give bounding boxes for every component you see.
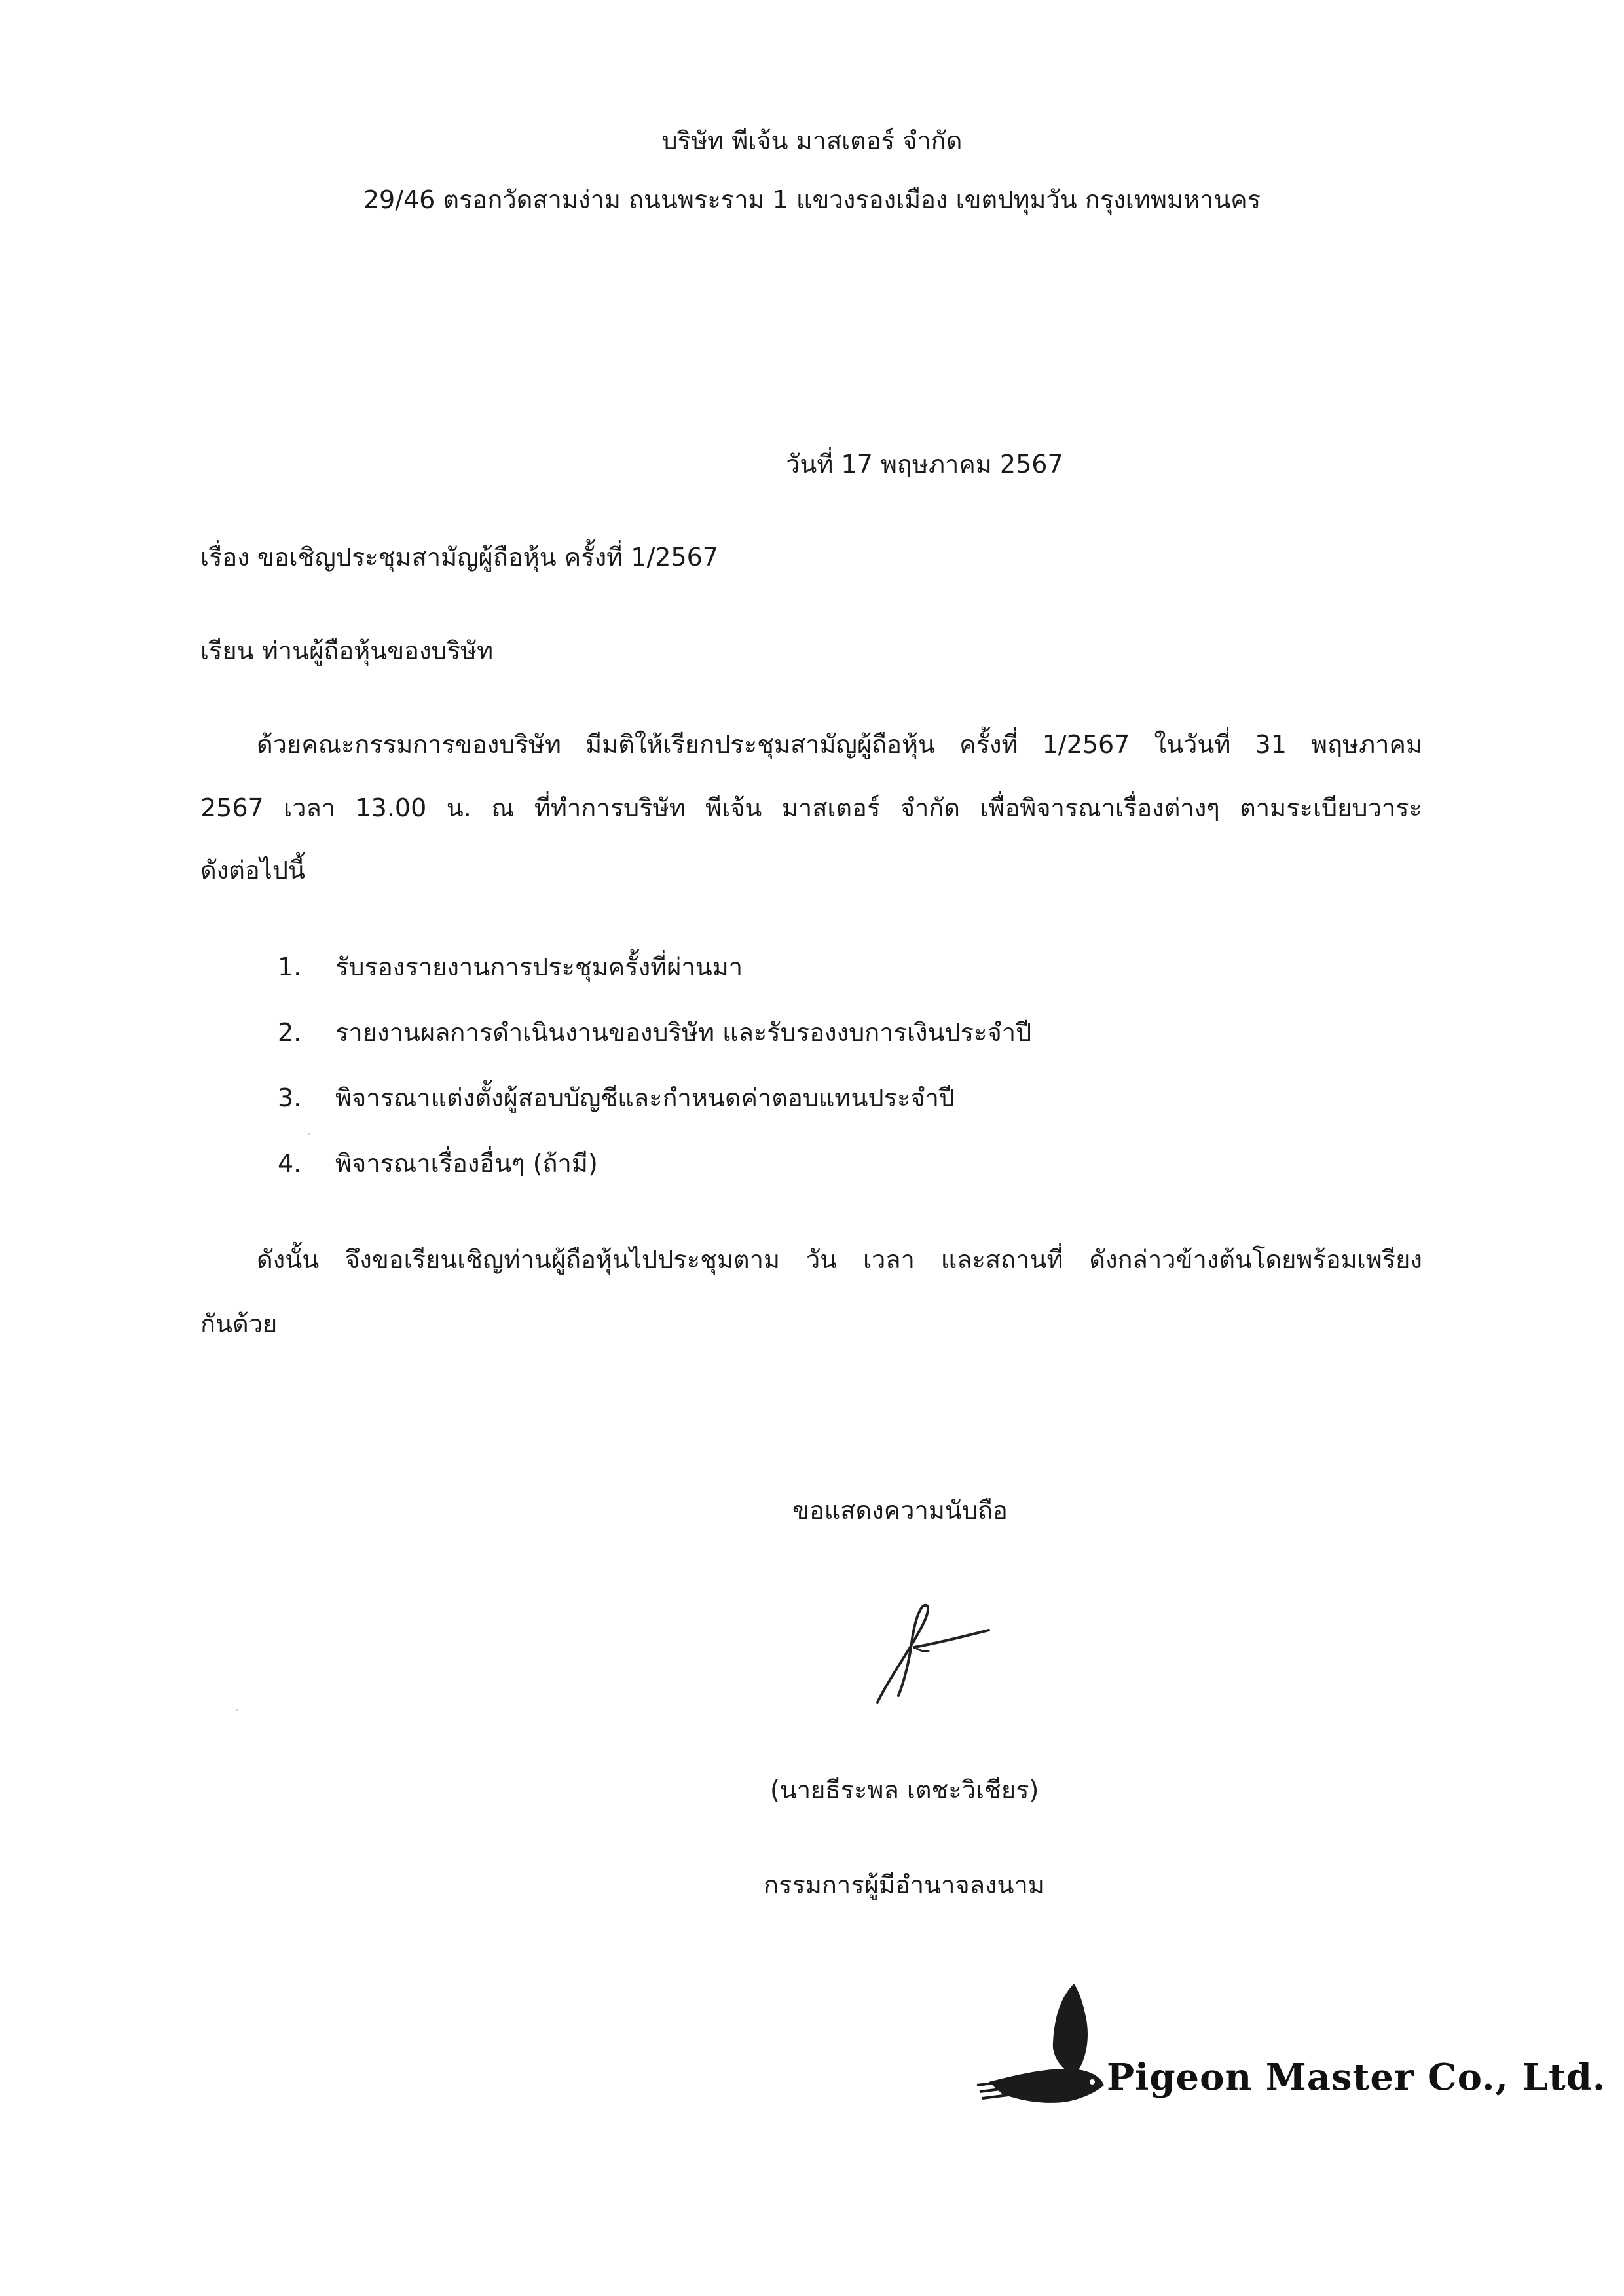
agenda-item-number: 2.	[278, 1018, 302, 1047]
agenda-item-number: 3.	[278, 1084, 302, 1112]
closing-line-1: ดังนั้น จึงขอเรียนเชิญท่านผู้ถือหุ้นไปประชุมตาม วัน เวลา และสถานที่ ดังกล่าวข้างต้นโดยพร้อมเพรียง	[257, 1245, 1422, 1274]
letter-salutation: เรียน ท่านผู้ถือหุ้นของบริษัท	[200, 636, 494, 665]
pigeon-icon	[976, 1977, 1107, 2128]
scan-speck	[236, 1709, 238, 1711]
company-logo	[976, 1977, 1606, 2128]
signatory-name: (นายธีระพล เตชะวิเชียร)	[770, 1776, 1039, 1804]
body-line-2: 2567 เวลา 13.00 น. ณ ที่ทำการบริษัท พีเจ้น มาสเตอร์ จำกัด เพื่อพิจารณาเรื่องต่างๆ ตามระเบียบวาระ	[200, 793, 1422, 822]
body-line-3: ดังต่อไปนี้	[200, 856, 305, 884]
agenda-item-text: รายงานผลการดำเนินงานของบริษัท และรับรองงบการเงินประจำปี	[335, 1018, 1032, 1047]
closing-line-2: กันด้วย	[200, 1309, 278, 1338]
agenda-item-number: 4.	[278, 1149, 302, 1178]
agenda-item-text: รับรองรายงานการประชุมครั้งที่ผ่านมา	[335, 953, 743, 981]
body-line-1: ด้วยคณะกรรมการของบริษัท มีมติให้เรียกประชุมสามัญผู้ถือหุ้น ครั้งที่ 1/2567 ในวันที่ 31 พฤษภาคม	[257, 730, 1422, 759]
agenda-item-number: 1.	[278, 953, 302, 981]
logo-text: Pigeon Master Co., Ltd.	[1107, 2056, 1606, 2099]
handwritten-signature	[851, 1584, 995, 1715]
agenda-item-text: พิจารณาแต่งตั้งผู้สอบบัญชีและกำหนดค่าตอบแทนประจำปี	[335, 1084, 955, 1112]
agenda-item-text: พิจารณาเรื่องอื่นๆ (ถ้ามี)	[335, 1149, 598, 1178]
company-address: 29/46 ตรอกวัดสามง่าม ถนนพระราม 1 แขวงรองเมือง เขตปทุมวัน กรุงเทพมหานคร	[363, 185, 1261, 214]
signatory-title: กรรมการผู้มีอำนาจลงนาม	[764, 1870, 1044, 1899]
letter-date: วันที่ 17 พฤษภาคม 2567	[786, 450, 1063, 479]
letter-subject: เรื่อง ขอเชิญประชุมสามัญผู้ถือหุ้น ครั้งที่ 1/2567	[200, 543, 718, 572]
scan-speck	[308, 1133, 310, 1135]
company-name: บริษัท พีเจ้น มาสเตอร์ จำกัด	[661, 126, 963, 155]
sign-off: ขอแสดงความนับถือ	[792, 1496, 1008, 1525]
